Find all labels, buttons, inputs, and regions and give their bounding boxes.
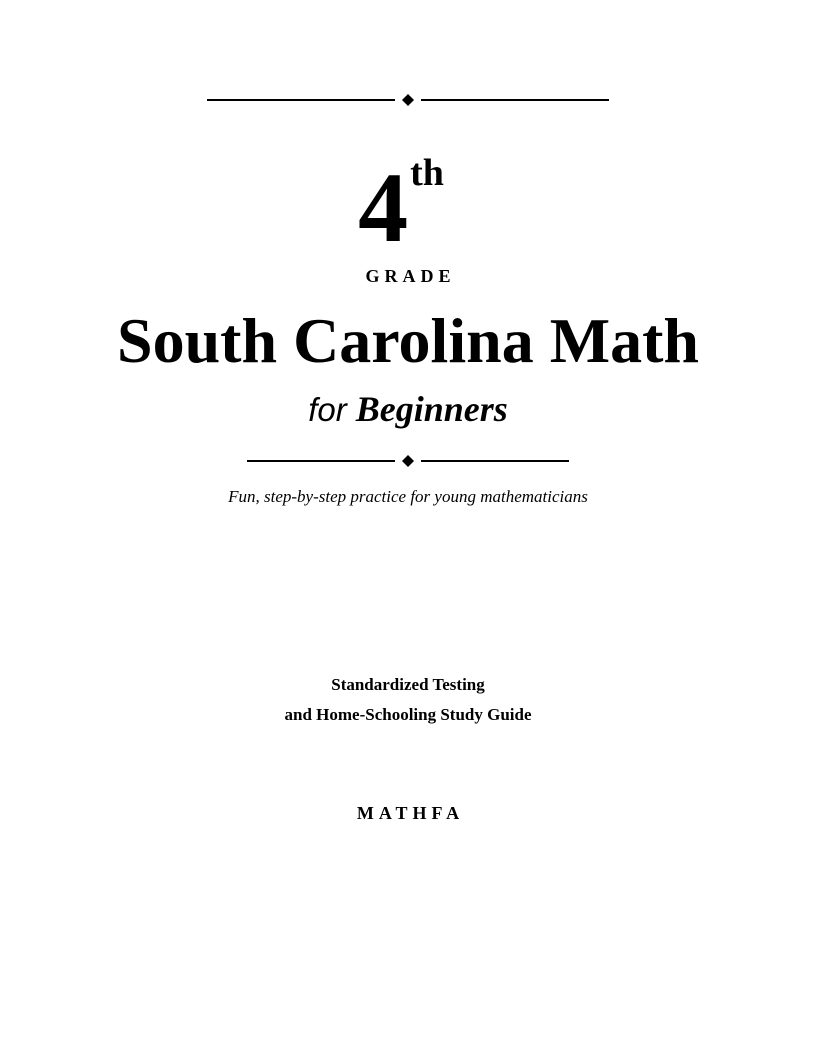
grade-number-digit: 4: [358, 152, 409, 263]
publisher-name: MATHFA: [356, 803, 465, 823]
diamond-icon: [402, 455, 414, 467]
guide-line-1: Standardized Testing: [331, 675, 485, 694]
grade-label: GRADE: [365, 266, 456, 286]
subtitle-for: for: [308, 391, 347, 428]
top-divider-graphic: [207, 94, 609, 106]
study-guide-description: [0, 670, 816, 730]
book-subtitle: [0, 388, 816, 431]
middle-divider: [0, 455, 816, 467]
book-title: South Carolina Math: [116, 305, 700, 376]
guide-line-2: and Home-Schooling Study Guide: [284, 705, 532, 724]
top-divider: [0, 94, 816, 106]
grade-number: [0, 152, 816, 263]
middle-divider-graphic: [247, 455, 569, 467]
grade-number-suffix: th: [410, 152, 444, 194]
subtitle-beginners: Beginners: [355, 389, 508, 429]
tagline: Fun, step-by-step practice for young mathematicians: [228, 487, 588, 506]
diamond-icon: [402, 94, 414, 106]
